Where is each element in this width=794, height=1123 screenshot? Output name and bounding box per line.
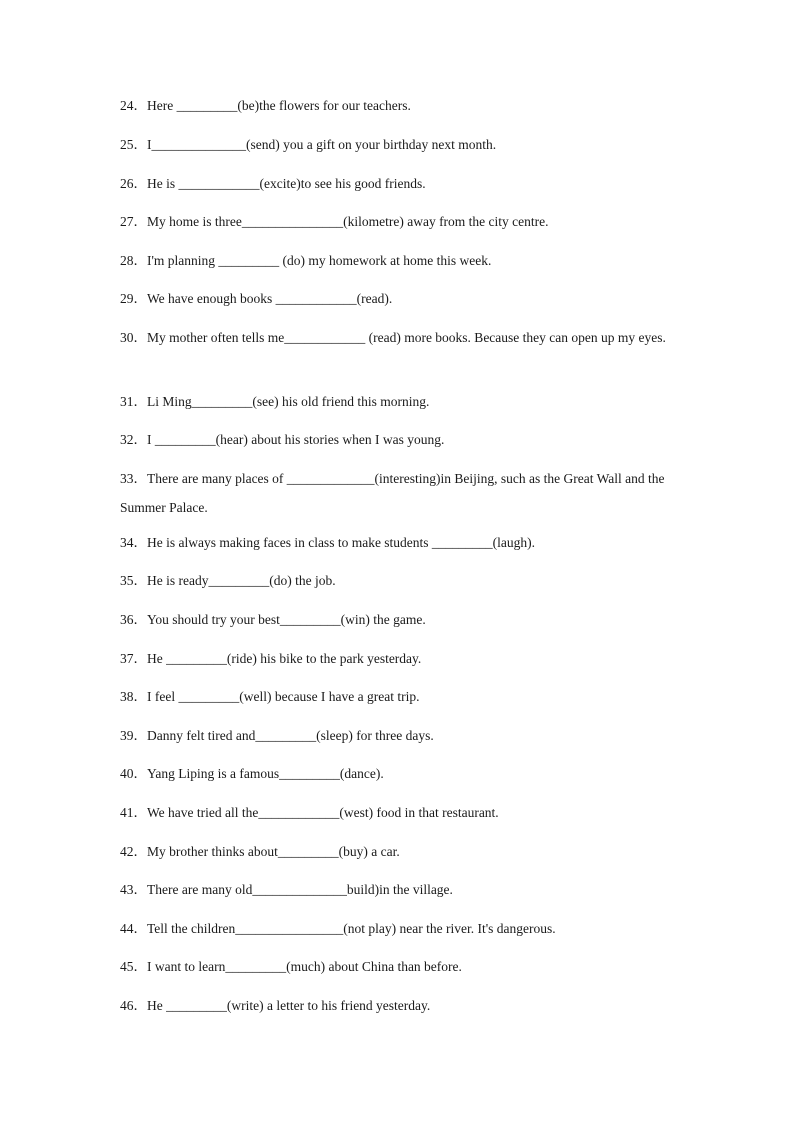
question-45: 45．I want to learn_________(much) about China than before. — [120, 959, 462, 974]
question-26: 26．He is ____________(excite)to see his good friends. — [120, 176, 426, 191]
question-46: 46．He _________(write) a letter to his friend yesterday. — [120, 998, 431, 1013]
question-39: 39．Danny felt tired and_________(sleep) for three days. — [120, 728, 434, 743]
question-30: 30．My mother often tells me____________ (read) more books. Because they can open up my eyes. — [120, 330, 666, 345]
question-27: 27．My home is three_______________(kilometre) away from the city centre. — [120, 214, 549, 229]
question-43: 43．There are many old______________build)in the village. — [120, 882, 453, 897]
question-38: 38．I feel _________(well) because I have a great trip. — [120, 689, 420, 704]
question-40: 40．Yang Liping is a famous_________(dance). — [120, 766, 384, 781]
question-44: 44．Tell the children________________(not play) near the river. It's dangerous. — [120, 921, 556, 936]
question-35: 35．He is ready_________(do) the job. — [120, 573, 336, 588]
question-42: 42．My brother thinks about_________(buy) a car. — [120, 844, 400, 859]
question-32: 32．I _________(hear) about his stories when I was young. — [120, 432, 445, 447]
question-28: 28．I'm planning _________ (do) my homework at home this week. — [120, 253, 492, 268]
question-41: 41．We have tried all the____________(west) food in that restaurant. — [120, 805, 499, 820]
question-25: 25．I______________(send) you a gift on your birthday next month. — [120, 137, 497, 152]
question-36: 36．You should try your best_________(win) the game. — [120, 612, 426, 627]
question-31: 31．Li Ming_________(see) his old friend this morning. — [120, 394, 430, 409]
question-34: 34．He is always making faces in class to make students _________(laugh). — [120, 535, 536, 550]
question-24: 24．Here _________(be)the flowers for our teachers. — [120, 98, 411, 113]
question-33: 33．There are many places of _____________(interesting)in Beijing, such as the Great Wall and the Summer Palace. — [120, 471, 665, 515]
question-37: 37．He _________(ride) his bike to the park yesterday. — [120, 651, 422, 666]
question-29: 29．We have enough books ____________(read). — [120, 291, 393, 306]
